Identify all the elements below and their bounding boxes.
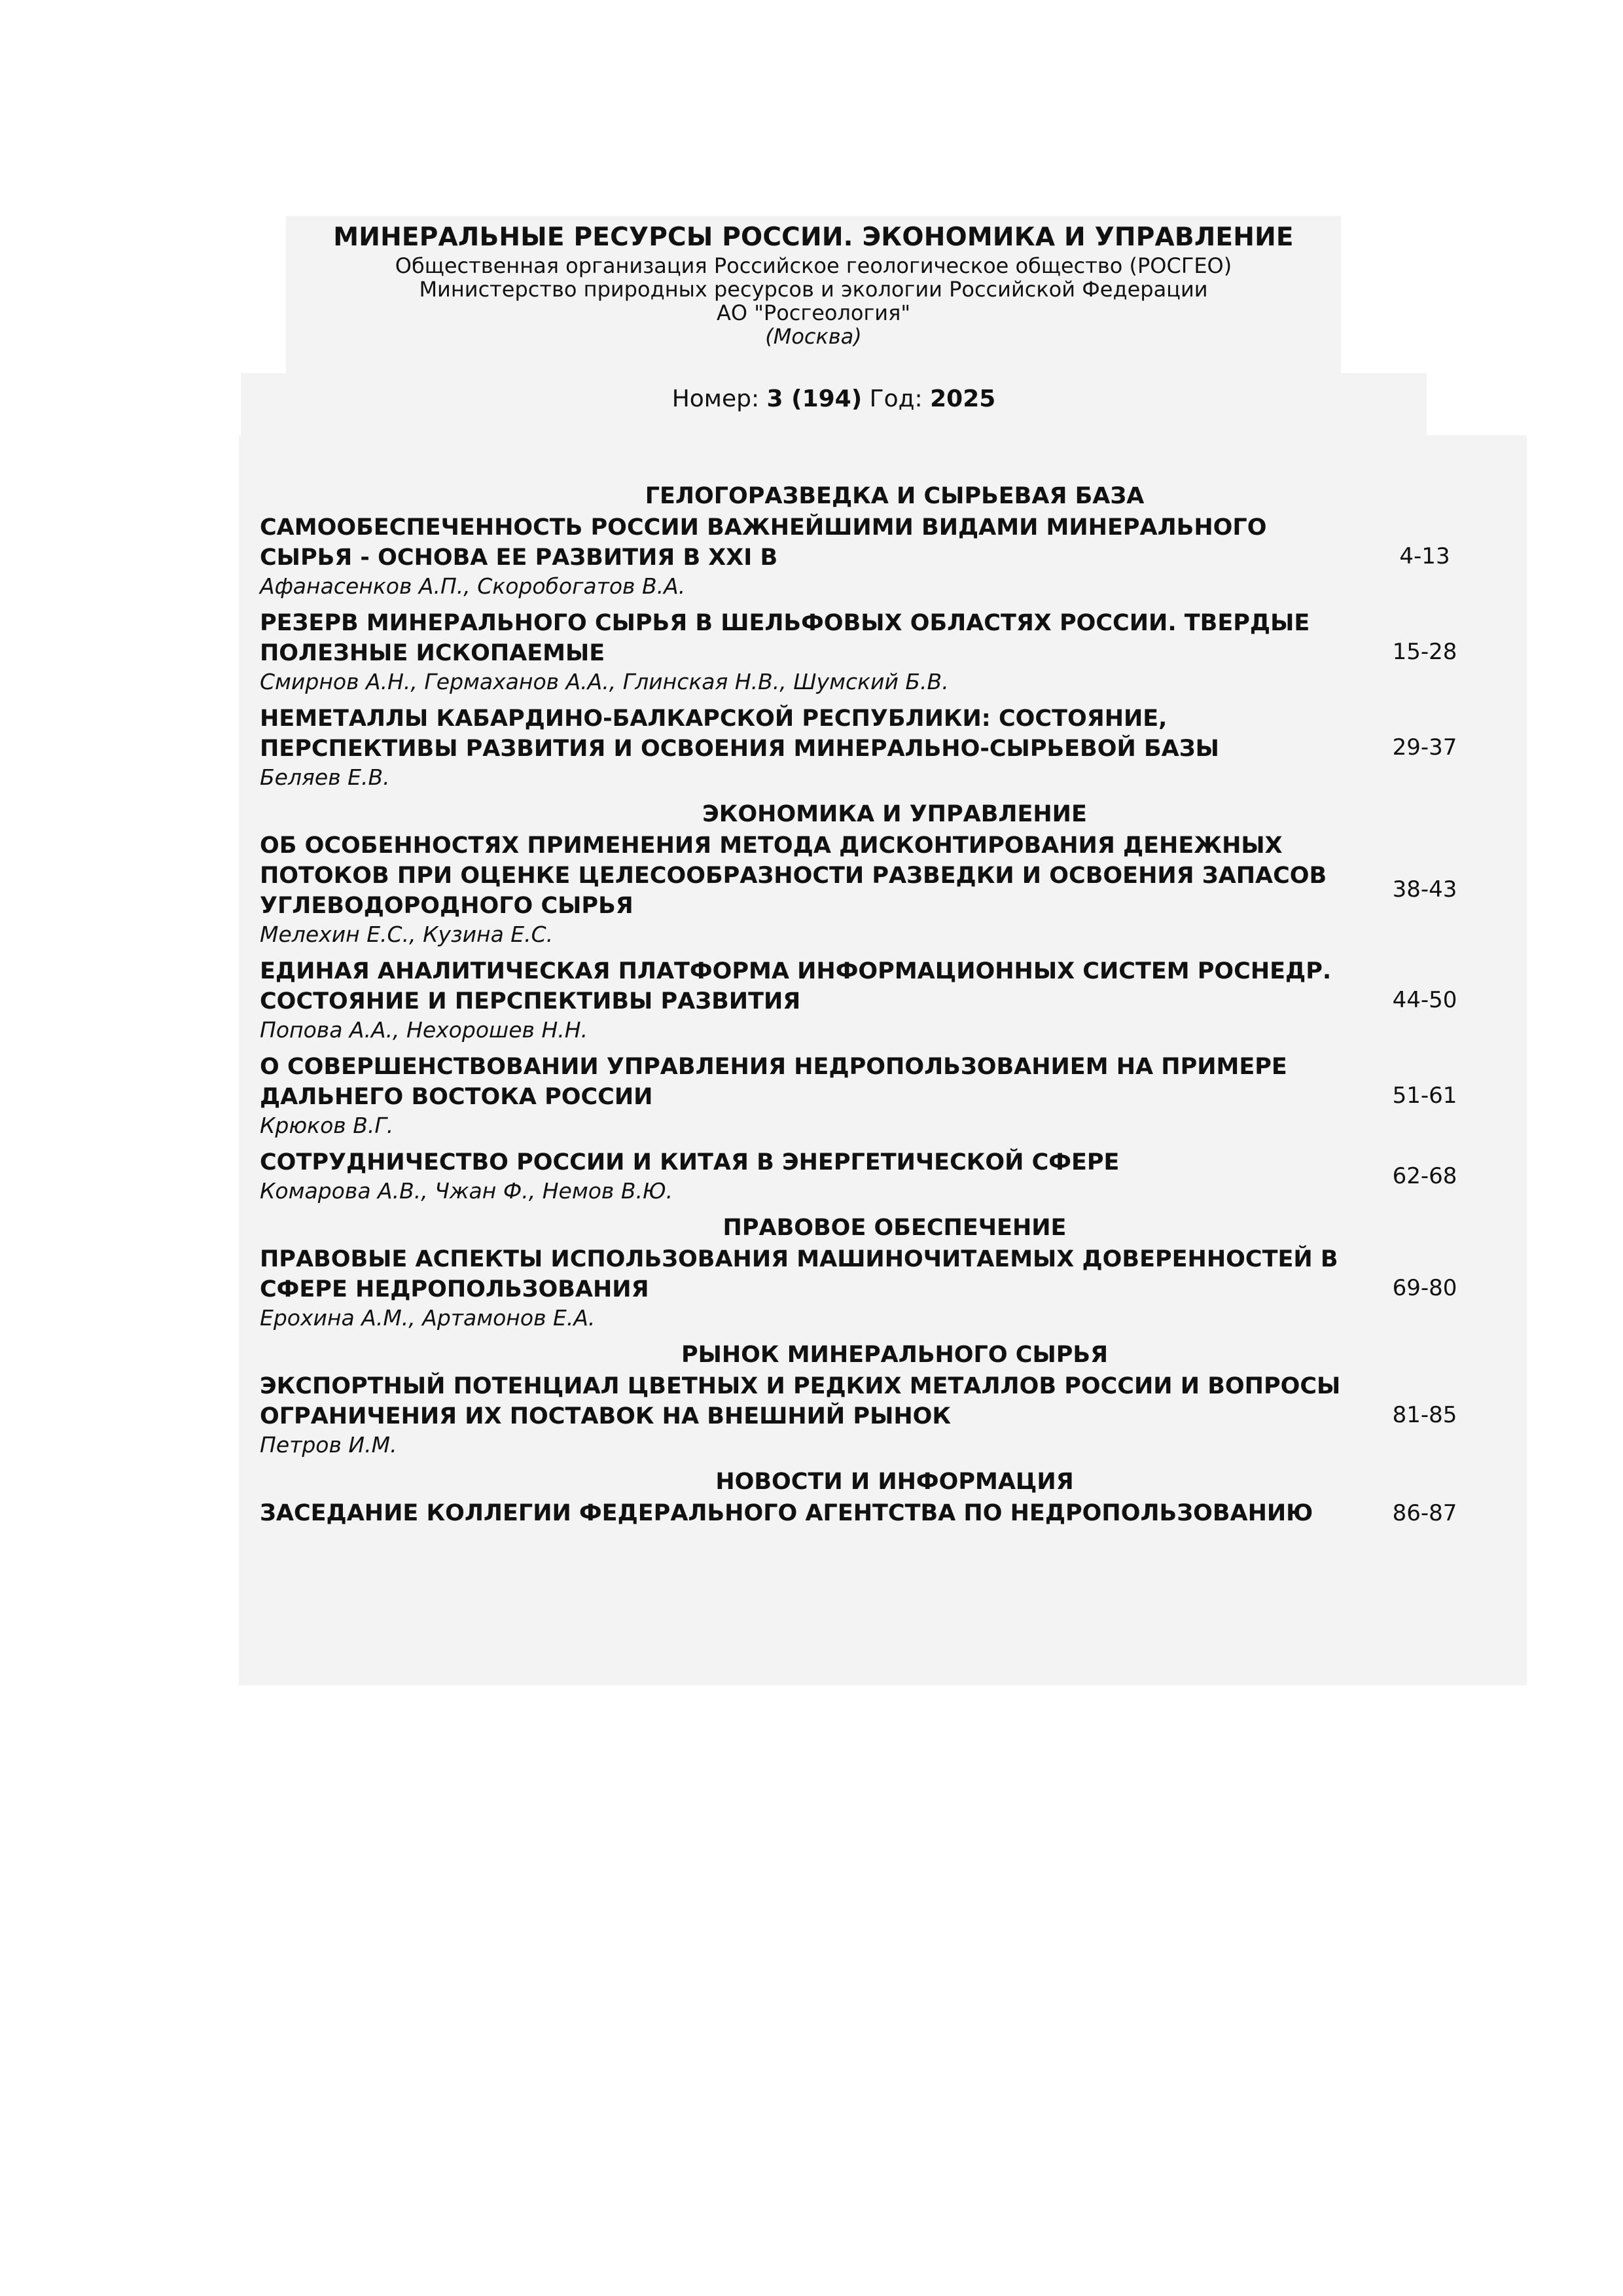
article-title[interactable]: НЕМЕТАЛЛЫ КАБАРДИНО-БАЛКАРСКОЙ РЕСПУБЛИКИ: СОСТОЯНИЕ, ПЕРСПЕКТИВЫ РАЗВИТИЯ И ОСВОЕНИЯ МИНЕРАЛЬНО-СЫРЬЕВОЙ БАЗЫ — [260, 706, 1219, 762]
article-text — [260, 608, 1346, 696]
article-text — [260, 512, 1346, 600]
article-title[interactable]: ПРАВОВЫЕ АСПЕКТЫ ИСПОЛЬЗОВАНИЯ МАШИНОЧИТАЕМЫХ ДОВЕРЕННОСТЕЙ В СФЕРЕ НЕДРОПОЛЬЗОВАНИЯ — [260, 1246, 1338, 1302]
section-heading: ЭКОНОМИКА И УПРАВЛЕНИЕ — [702, 801, 1087, 827]
section-heading: НОВОСТИ И ИНФОРМАЦИЯ — [715, 1469, 1074, 1495]
article-text — [260, 704, 1346, 791]
article-text — [260, 1147, 1346, 1205]
issue-line — [241, 373, 1427, 419]
section-heading: ГЕЛОГОРАЗВЕДКА И СЫРЬЕВАЯ БАЗА — [645, 483, 1145, 509]
section-heading: ПРАВОВОЕ ОБЕСПЕЧЕНИЕ — [722, 1215, 1067, 1241]
article-text — [260, 1244, 1346, 1332]
article-pages: 4-13 — [1399, 543, 1450, 569]
article-authors: Комарова А.В., Чжан Ф., Немов В.Ю. — [260, 1178, 673, 1204]
issue-year: 2025 — [930, 386, 996, 412]
article-entry[interactable] — [260, 831, 1503, 948]
article-authors: Смирнов А.Н., Гермаханов А.А., Глинская Н.В., Шумский Б.В. — [260, 669, 949, 694]
article-text — [260, 1371, 1346, 1459]
publisher-city: (Москва) — [765, 324, 862, 349]
article-entry[interactable] — [260, 1052, 1503, 1139]
article-title[interactable]: СОТРУДНИЧЕСТВО РОССИИ И КИТАЯ В ЭНЕРГЕТИЧЕСКОЙ СФЕРЕ — [260, 1149, 1120, 1175]
article-title[interactable]: САМООБЕСПЕЧЕННОСТЬ РОССИИ ВАЖНЕЙШИМИ ВИДАМИ МИНЕРАЛЬНОГО СЫРЬЯ - ОСНОВА ЕЕ РАЗВИТИЯ В XXI В — [260, 514, 1267, 571]
issue-number: 3 (194) — [766, 386, 863, 412]
article-pages: 51-61 — [1392, 1083, 1457, 1109]
section-heading: РЫНОК МИНЕРАЛЬНОГО СЫРЬЯ — [681, 1342, 1109, 1368]
publisher-line-1: Общественная организация Российское геологическое общество (РОСГЕО) — [395, 253, 1232, 278]
article-authors: Беляев Е.В. — [260, 764, 390, 790]
article-text — [260, 956, 1346, 1044]
issue-number-label: Номер: — [671, 386, 760, 412]
article-entry[interactable] — [260, 1244, 1503, 1332]
toc-list — [260, 481, 1503, 1536]
article-entry[interactable] — [260, 1147, 1503, 1205]
article-pages: 81-85 — [1392, 1402, 1457, 1428]
article-authors: Мелехин Е.С., Кузина Е.С. — [260, 922, 554, 947]
article-pages: 15-28 — [1392, 639, 1457, 665]
table-of-contents — [239, 435, 1527, 1685]
article-title[interactable]: ЭКСПОРТНЫЙ ПОТЕНЦИАЛ ЦВЕТНЫХ И РЕДКИХ МЕТАЛЛОВ РОССИИ И ВОПРОСЫ ОГРАНИЧЕНИЯ ИХ ПОСТАВОК НА ВНЕШНИЙ РЫНОК — [260, 1373, 1341, 1429]
journal-header — [286, 216, 1341, 380]
article-authors: Попова А.А., Нехорошев Н.Н. — [260, 1017, 588, 1043]
article-entry[interactable] — [260, 704, 1503, 791]
article-pages: 44-50 — [1392, 987, 1457, 1013]
article-pages: 38-43 — [1392, 876, 1457, 903]
article-text — [260, 1052, 1346, 1139]
publisher-line-3: АО "Росгеология" — [716, 300, 911, 325]
article-pages: 69-80 — [1392, 1275, 1457, 1301]
article-text — [260, 1498, 1346, 1528]
article-title[interactable]: ОБ ОСОБЕННОСТЯХ ПРИМЕНЕНИЯ МЕТОДА ДИСКОНТИРОВАНИЯ ДЕНЕЖНЫХ ПОТОКОВ ПРИ ОЦЕНКЕ ЦЕЛЕСООБРАЗНОСТИ РАЗВЕДКИ И ОСВОЕНИЯ ЗАПАСОВ УГЛЕВОДОРОДНОГО СЫРЬЯ — [260, 833, 1327, 919]
issue-year-label: Год: — [869, 386, 923, 412]
article-text — [260, 831, 1346, 948]
article-pages: 29-37 — [1392, 734, 1457, 761]
article-entry[interactable] — [260, 1371, 1503, 1459]
publisher-line-2: Министерство природных ресурсов и экологии Российской Федерации — [419, 277, 1208, 302]
article-authors: Ерохина А.М., Артамонов Е.А. — [260, 1305, 596, 1331]
issue-info — [241, 373, 1427, 439]
article-entry[interactable] — [260, 608, 1503, 696]
article-entry[interactable] — [260, 512, 1503, 600]
article-authors: Афанасенков А.П., Скоробогатов В.А. — [260, 573, 686, 599]
article-pages: 86-87 — [1392, 1500, 1457, 1526]
article-entry[interactable] — [260, 956, 1503, 1044]
article-title[interactable]: ЕДИНАЯ АНАЛИТИЧЕСКАЯ ПЛАТФОРМА ИНФОРМАЦИОННЫХ СИСТЕМ РОСНЕДР. СОСТОЯНИЕ И ПЕРСПЕКТИВЫ РАЗВИТИЯ — [260, 958, 1332, 1014]
article-title[interactable]: РЕЗЕРВ МИНЕРАЛЬНОГО СЫРЬЯ В ШЕЛЬФОВЫХ ОБЛАСТЯХ РОССИИ. ТВЕРДЫЕ ПОЛЕЗНЫЕ ИСКОПАЕМЫЕ — [260, 610, 1310, 666]
article-title[interactable]: О СОВЕРШЕНСТВОВАНИИ УПРАВЛЕНИЯ НЕДРОПОЛЬЗОВАНИЕМ НА ПРИМЕРЕ ДАЛЬНЕГО ВОСТОКА РОССИИ — [260, 1054, 1287, 1110]
article-title[interactable]: ЗАСЕДАНИЕ КОЛЛЕГИИ ФЕДЕРАЛЬНОГО АГЕНТСТВА ПО НЕДРОПОЛЬЗОВАНИЮ — [260, 1500, 1313, 1526]
article-authors: Петров И.М. — [260, 1432, 397, 1458]
article-entry[interactable] — [260, 1498, 1503, 1528]
journal-title: МИНЕРАЛЬНЫЕ РЕСУРСЫ РОССИИ. ЭКОНОМИКА И УПРАВЛЕНИЕ — [333, 223, 1294, 252]
article-authors: Крюков В.Г. — [260, 1113, 394, 1138]
article-pages: 62-68 — [1392, 1163, 1457, 1189]
